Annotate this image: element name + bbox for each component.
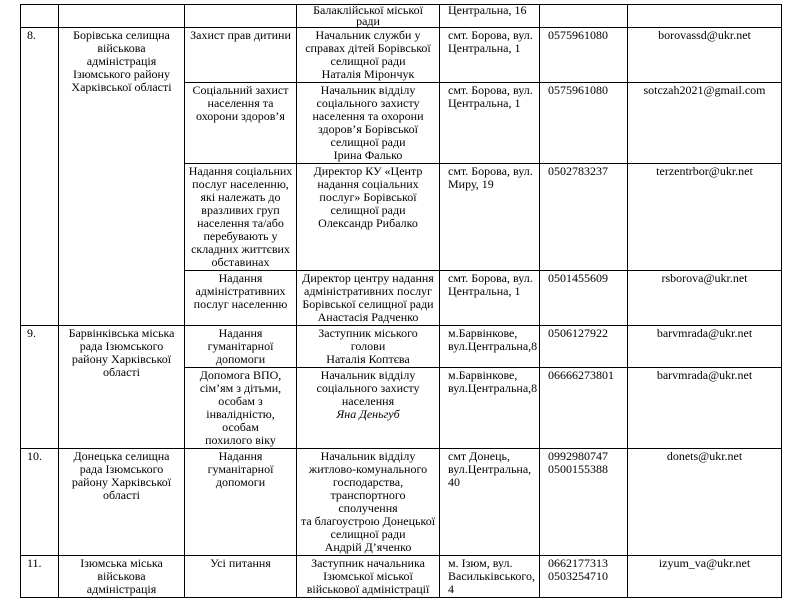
organization-name: Ізюмська міська військова адміністрація (59, 556, 185, 598)
service-cell: Надання гуманітарної допомоги (185, 449, 297, 556)
person-cell: Директор КУ «Центр надання соціальних послуг» Борівської селищної ради Олександр Рибалко (297, 164, 440, 271)
email-link[interactable]: borovassd@ukr.net (628, 28, 782, 83)
address-cell: смт. Борова, вул. Центральна, 1 (440, 28, 540, 83)
email-link[interactable]: terzentrbor@ukr.net (628, 164, 782, 271)
person-cell: Начальник служби у справах дітей Борівської селищної ради Наталія Мірончук (297, 28, 440, 83)
service-cell: Надання гуманітарної допомоги (185, 326, 297, 368)
row-number: 8. (21, 28, 59, 326)
person-cell: Начальник відділу соціального захисту населення Яна Деньгуб (297, 368, 440, 449)
table-row (21, 449, 782, 556)
address-cell: смт. Борова, вул. Центральна, 1 (440, 83, 540, 164)
person-cell: Заступник начальника Ізюмської міської військової адміністрації (297, 556, 440, 598)
service-cell: Соціальний захист населення та охорони здоров’я (185, 83, 297, 164)
service-cell: Надання адміністративних послуг населенню (185, 271, 297, 326)
address-cell: м.Барвінкове, вул.Центральна,8 (440, 326, 540, 368)
address-cell: смт. Борова, вул. Центральна, 1 (440, 271, 540, 326)
person-cell: Начальник відділу житлово-комунального господарства, транспортного сполучення та благоустрою Донецької селищної ради Андрій Д’яченко (297, 449, 440, 556)
row-number: 9. (21, 326, 59, 449)
email-link[interactable]: barvmrada@ukr.net (628, 326, 782, 368)
email-link[interactable]: izyum_va@ukr.net (628, 556, 782, 598)
row-number: 10. (21, 449, 59, 556)
row-number: 11. (21, 556, 59, 598)
email-link[interactable]: barvmrada@ukr.net (628, 368, 782, 449)
phone-cell: 0506127922 (540, 326, 628, 368)
person-cell: Заступник міського голови Наталія Коптєва (297, 326, 440, 368)
phone-cell: 0501455609 (540, 271, 628, 326)
table-row (21, 28, 782, 83)
person-cell: Директор центру надання адміністративних послуг Борівської селищної ради Анастасія Радченко (297, 271, 440, 326)
phone-cell: 06666273801 (540, 368, 628, 449)
person-cell: Начальник відділу соціального захисту населення та охорони здоров’я Борівської селищної ради Ірина Фалько (297, 83, 440, 164)
table-row (21, 5, 782, 28)
phone-cell: 0575961080 (540, 83, 628, 164)
person-cell: Балаклійської міської ради (297, 5, 440, 28)
address-cell: смт. Борова, вул. Миру, 19 (440, 164, 540, 271)
address-cell: м.Барвінкове, вул.Центральна,8 (440, 368, 540, 449)
phone-cell: 0575961080 (540, 28, 628, 83)
service-cell: Усі питання (185, 556, 297, 598)
email-link[interactable]: rsborova@ukr.net (628, 271, 782, 326)
service-cell: Захист прав дитини (185, 28, 297, 83)
phone-cell: 0502783237 (540, 164, 628, 271)
organization-name: Борівська селищна військова адміністрація Ізюмського району Харківської області (59, 28, 185, 326)
phone-cell: 0992980747 0500155388 (540, 449, 628, 556)
organization-name: Барвінківська міська рада Ізюмського району Харківської області (59, 326, 185, 449)
email-link[interactable]: donets@ukr.net (628, 449, 782, 556)
address-cell: м. Ізюм, вул. Васильківського, 4 (440, 556, 540, 598)
person-name: Яна Деньгуб (336, 407, 400, 421)
organization-name: Донецька селищна рада Ізюмського району Харківської області (59, 449, 185, 556)
service-cell: Надання соціальних послуг населенню, які належать до вразливих груп населення та/або перебувають у складних життєвих обставинах (185, 164, 297, 271)
phone-cell: 0662177313 0503254710 (540, 556, 628, 598)
contacts-table (20, 4, 782, 598)
address-cell: Центральна, 16 (440, 5, 540, 28)
service-cell: Допомога ВПО, сім’ям з дітьми, особам з інвалідністю, особам похилого віку (185, 368, 297, 449)
email-link[interactable]: sotczah2021@gmail.com (628, 83, 782, 164)
address-cell: смт Донець, вул.Центральна, 40 (440, 449, 540, 556)
table-row (21, 556, 782, 598)
table-row (21, 326, 782, 368)
